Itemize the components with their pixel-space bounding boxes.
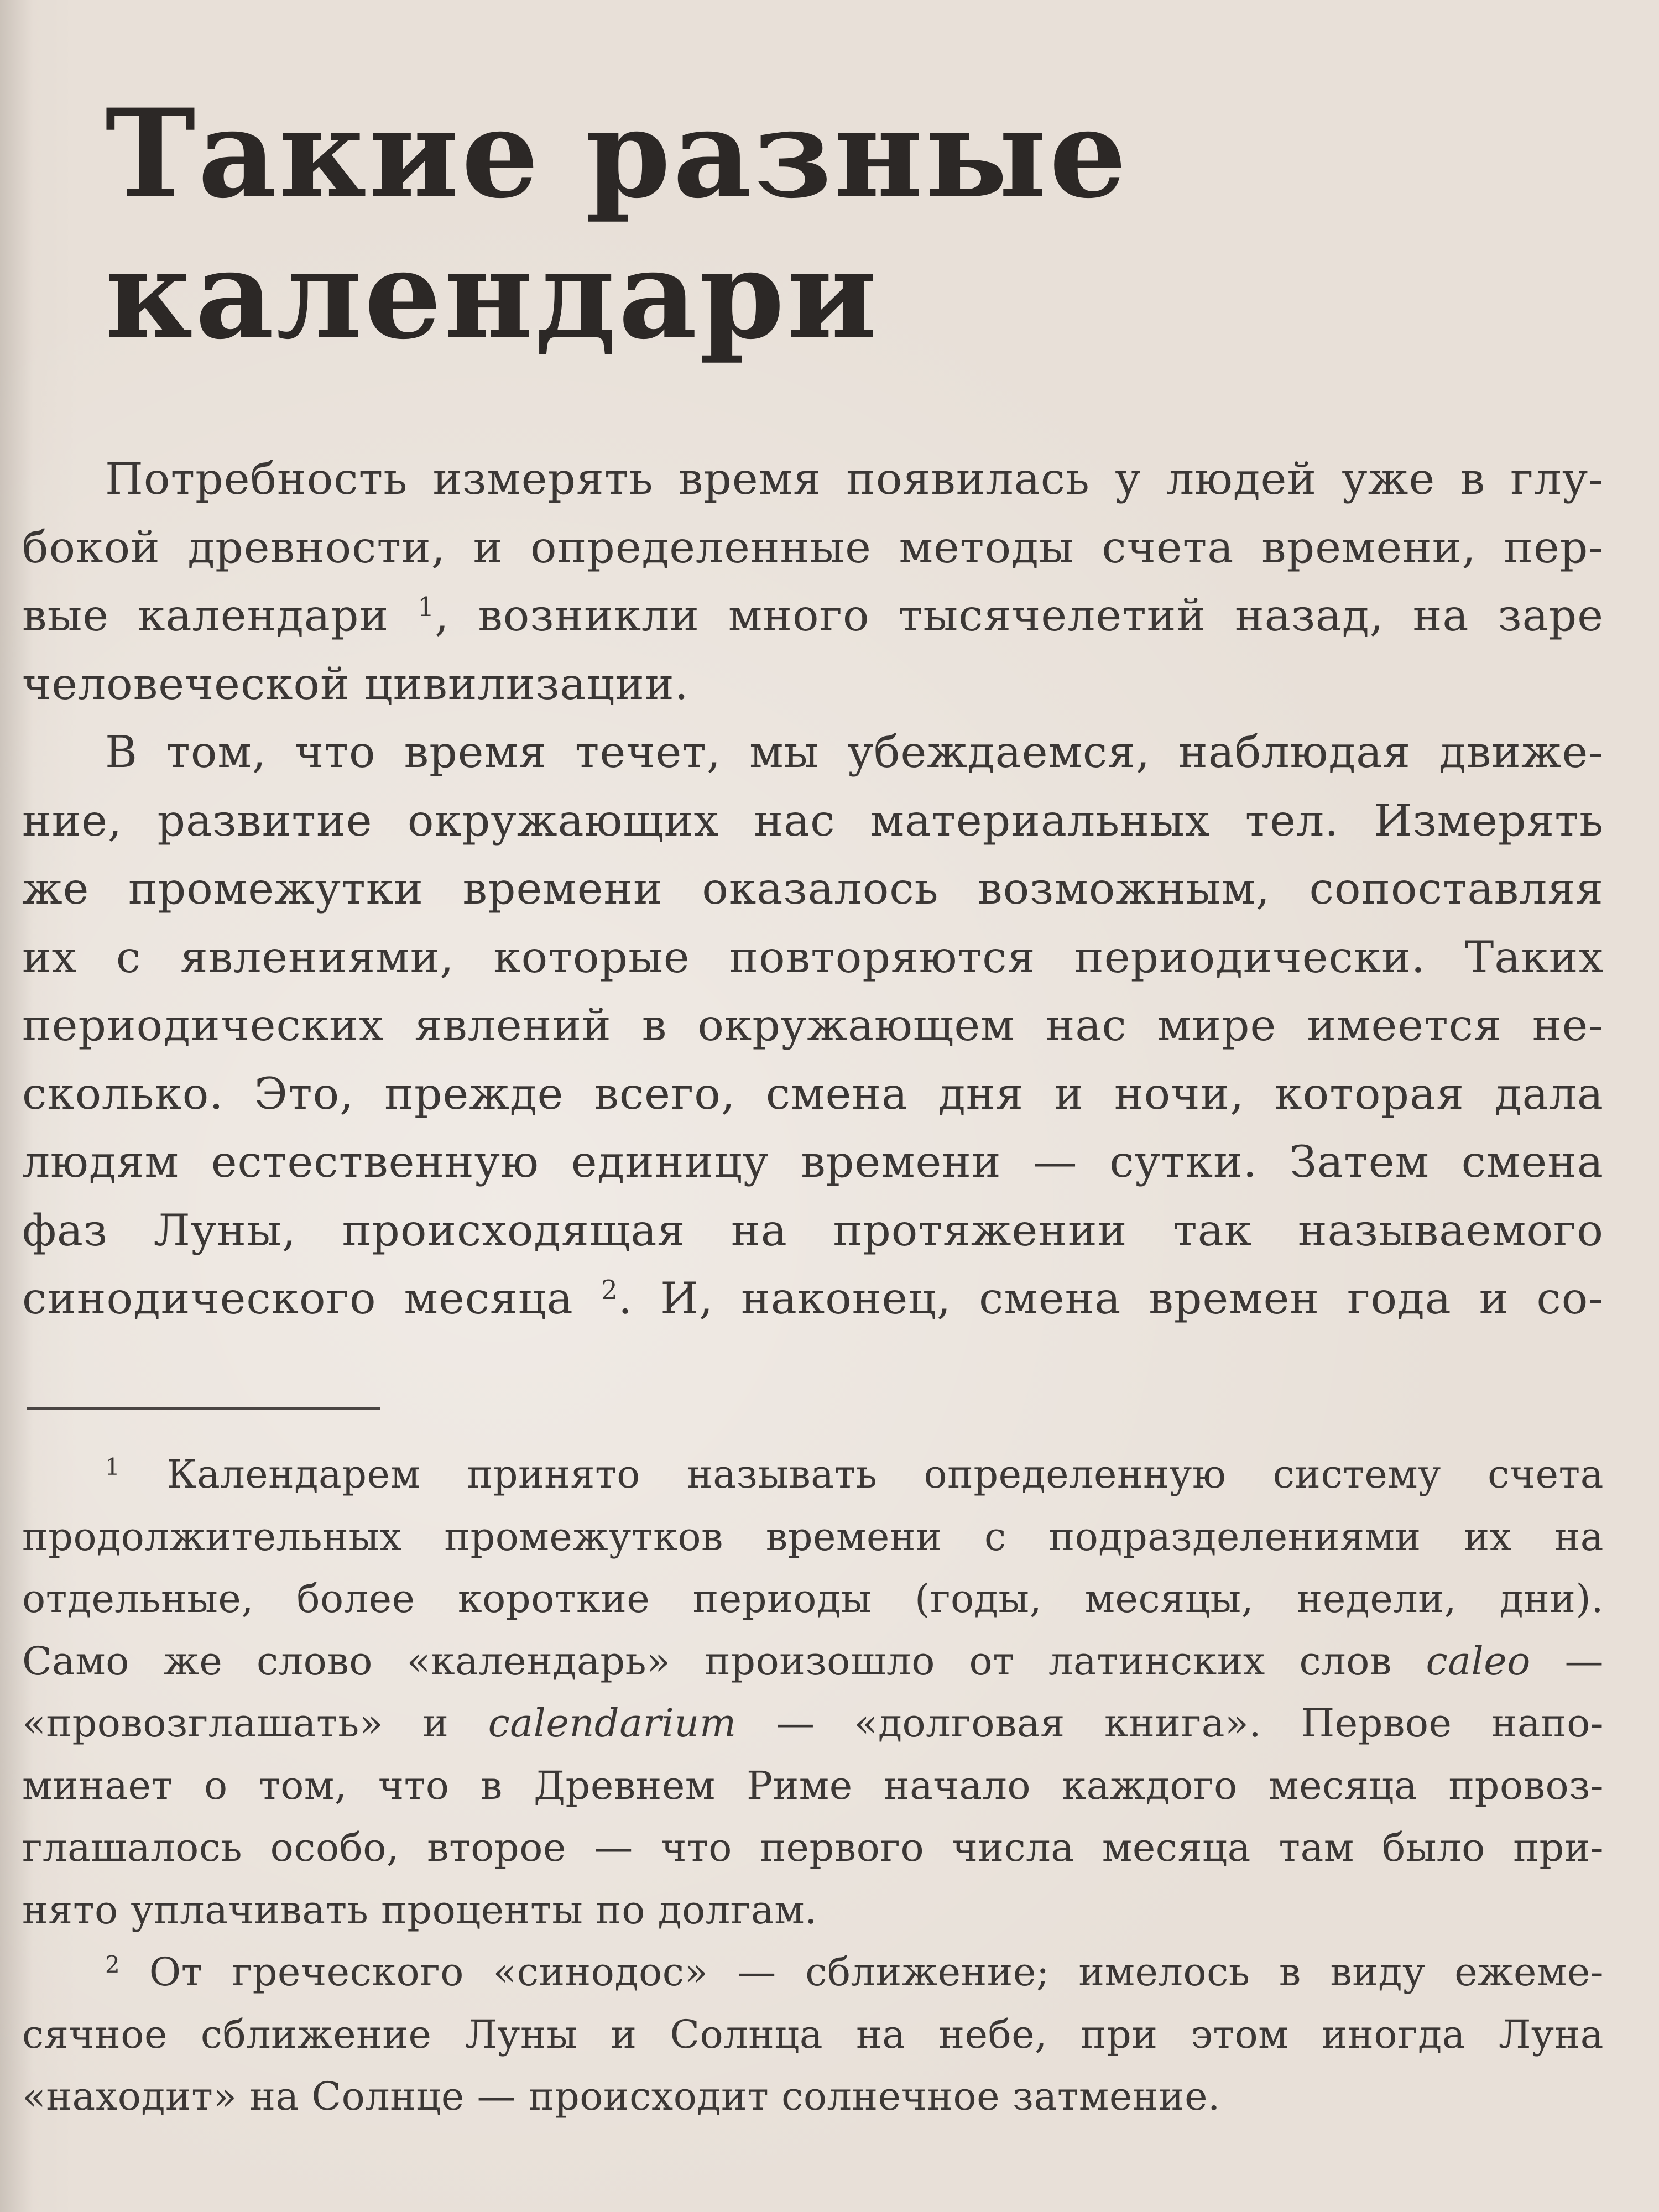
footnote-line: минает о том, что в Древнем Риме начало каждого месяца провоз- (22, 1762, 1604, 1808)
footnote-divider (27, 1407, 380, 1410)
latin-word-calendarium: calendarium (488, 1700, 737, 1746)
footnote-line: $^1$ Календарем принято называть определенную систему счета (105, 1452, 1604, 1497)
footnote-marker-1: 1 (105, 1453, 121, 1480)
footnote-line: «провозглашать» и calendarium — «долговая книга». Первое напо- (22, 1700, 1604, 1746)
chapter-title-line-1: Такие разные (105, 82, 1129, 225)
text-line: человеческой цивилизации. (22, 658, 689, 709)
text-line: В том, что время течет, мы убеждаемся, наблюдая движе- (105, 727, 1604, 778)
text-line: фаз Луны, происходящая на протяжении так называемого (22, 1204, 1604, 1256)
text-line: синодического месяца $^2$. И, наконец, смена времен года и со- (22, 1273, 1604, 1324)
footnotes (22, 1443, 1604, 2128)
text-line: же промежутки времени оказалось возможным, сопоставляя (22, 863, 1604, 914)
text-line: вые календари $^1$, возникли много тысячелетий назад, на заре (22, 590, 1604, 641)
footnote-line: глашалось особо, второе — что первого числа месяца там было при- (22, 1825, 1604, 1870)
chapter-title (105, 83, 1488, 365)
footnote-line: $^2$ От греческого «синодос» — сближение; имелось в виду ежеме- (105, 1949, 1604, 1995)
text-line: людям естественную единицу времени — сутки. Затем смена (22, 1136, 1604, 1187)
text-line: сколько. Это, прежде всего, смена дня и ночи, которая дала (22, 1068, 1604, 1119)
footnote-ref-2: 2 (601, 1275, 618, 1306)
main-text (22, 445, 1604, 1333)
text-line: их с явлениями, которые повторяются периодически. Таких (22, 931, 1604, 983)
footnote-line: отдельные, более короткие периоды (годы, месяцы, недели, дни). (22, 1576, 1604, 1621)
text-line: Потребность измерять время появилась у людей уже в глу- (105, 453, 1604, 504)
footnote-line: сячное сближение Луны и Солнца на небе, при этом иногда Луна (22, 2011, 1604, 2057)
footnote-ref-1: 1 (418, 592, 435, 623)
latin-word-caleo: caleo (1426, 1638, 1531, 1684)
footnote-line: «находит» на Солнце — происходит солнечное затмение. (22, 2074, 1220, 2119)
chapter-title-line-2: календари (105, 223, 879, 366)
footnote-line: продолжительных промежутков времени с подразделениями их на (22, 1514, 1604, 1559)
footnote-line: нято уплачивать проценты по долгам. (22, 1887, 817, 1933)
text-line: бокой древности, и определенные методы счета времени, пер- (22, 521, 1604, 573)
text-line: периодических явлений в окружающем нас мире имеется не- (22, 1000, 1604, 1051)
text-line: ние, развитие окружающих нас материальных тел. Измерять (22, 795, 1604, 846)
footnote-marker-2: 2 (105, 1950, 121, 1978)
footnote-line: Само же слово «календарь» произошло от латинских слов caleo — (22, 1638, 1604, 1684)
